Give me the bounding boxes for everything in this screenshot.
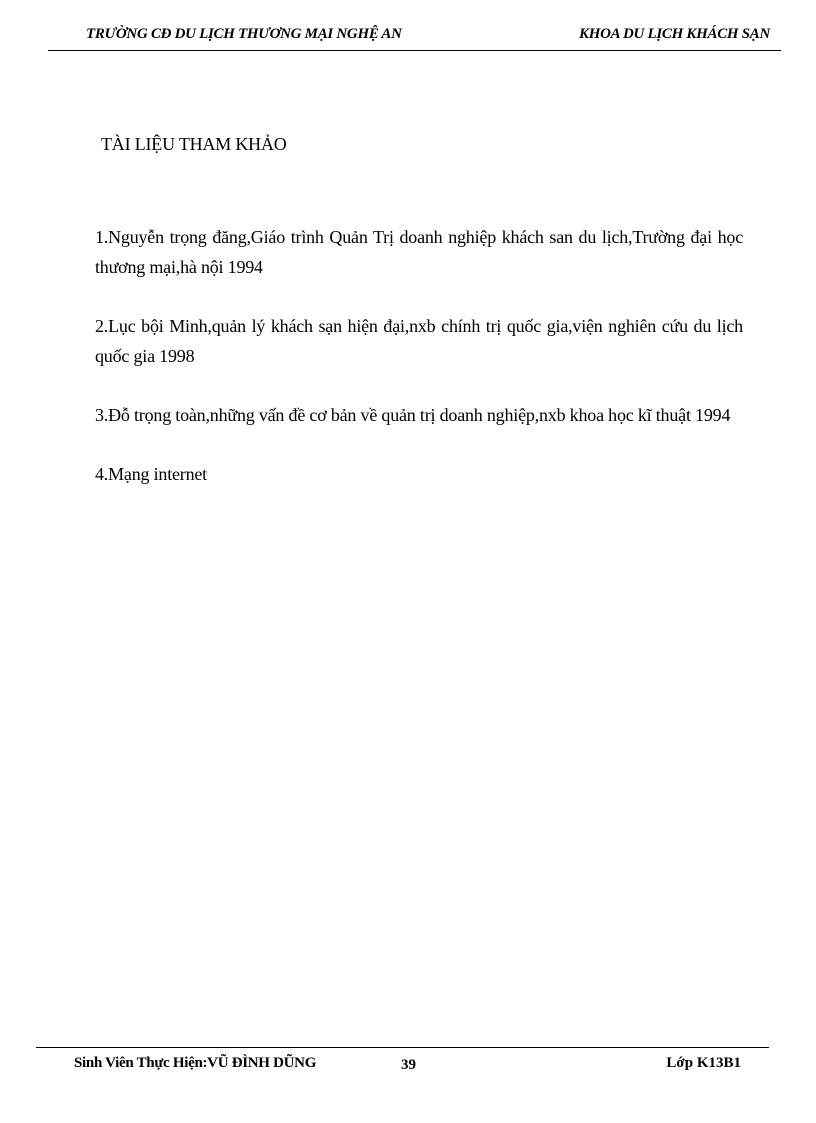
page-header <box>48 26 781 51</box>
page-number: 39 <box>401 1057 416 1073</box>
footer-divider <box>36 1047 769 1048</box>
footer-class: Lớp K13B1 <box>666 1055 741 1071</box>
header-faculty-name: KHOA DU LỊCH KHÁCH SẠN <box>579 26 770 42</box>
reference-item: 1.Nguyễn trọng đăng,Giáo trình Quản Trị doanh nghiệp khách san du lịch,Trường đại học thương mại,hà nội 1994 <box>95 227 743 277</box>
reference-item: 2.Lục bội Minh,quản lý khách sạn hiện đại,nxb chính trị quốc gia,viện nghiên cứu du lịch quốc gia 1998 <box>95 316 743 366</box>
page-title: TÀI LIỆU THAM KHẢO <box>101 134 287 154</box>
header-school-name: TRƯỜNG CĐ DU LỊCH THƯƠNG MẠI NGHỆ AN <box>86 26 402 42</box>
reference-list <box>95 222 743 518</box>
footer-student-name: Sinh Viên Thực Hiện:VŨ ĐÌNH DŨNG <box>74 1055 317 1071</box>
reference-item: 4.Mạng internet <box>95 464 207 484</box>
reference-item: 3.Đỗ trọng toàn,những vấn đề cơ bản về quản trị doanh nghiệp,nxb khoa học kĩ thuật 1994 <box>95 405 731 425</box>
